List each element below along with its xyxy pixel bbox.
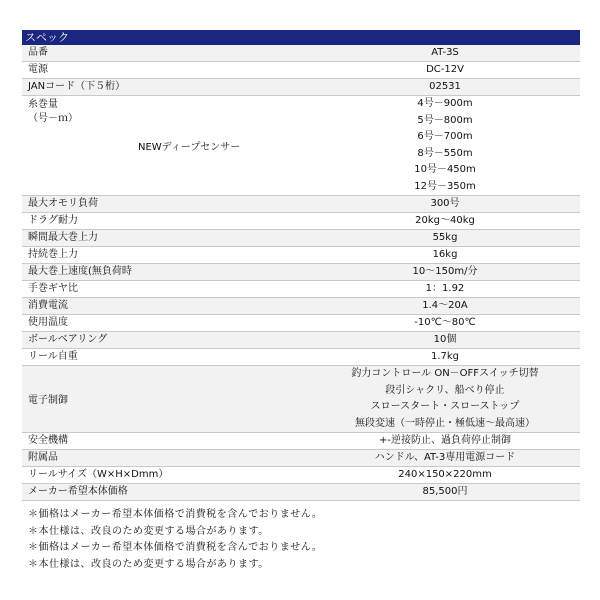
spec-header: スペック bbox=[22, 30, 580, 45]
spec-row bbox=[22, 349, 580, 366]
spec-value: 02531 bbox=[429, 81, 461, 92]
spec-label: 品番 bbox=[28, 47, 48, 58]
spec-label: 手巻ギヤ比 bbox=[28, 283, 78, 294]
spec-row bbox=[22, 298, 580, 315]
spec-row bbox=[22, 332, 580, 349]
electronic-control-group bbox=[22, 366, 580, 433]
spec-label: 消費電流 bbox=[28, 300, 68, 311]
spec-value: 10～150m/分 bbox=[412, 266, 478, 277]
line-capacity-value: 10号－450m bbox=[414, 164, 476, 175]
spec-label: リールサイズ（W×H×Dmm） bbox=[28, 469, 169, 480]
spec-value: -10℃～80℃ bbox=[414, 317, 476, 328]
electronic-control-value: スロースタート・スローストップ bbox=[370, 401, 520, 412]
spec-value: 1.4～20A bbox=[422, 300, 468, 311]
line-capacity-values bbox=[310, 96, 580, 195]
spec-label: 持続巻上力 bbox=[28, 249, 78, 260]
spec-label: 使用温度 bbox=[28, 317, 68, 328]
note-item: ＊本仕様は、改良のため変更する場合があります。 bbox=[28, 525, 269, 537]
line-capacity-value: 5号－800m bbox=[417, 114, 473, 126]
spec-label: 電源 bbox=[28, 64, 48, 75]
line-capacity-group bbox=[22, 96, 580, 196]
spec-value: 300号 bbox=[430, 198, 460, 209]
spec-value: 55kg bbox=[432, 232, 458, 243]
spec-sheet bbox=[22, 30, 580, 573]
spec-row bbox=[22, 450, 580, 467]
spec-label: 安全機構 bbox=[28, 435, 68, 446]
spec-rows-top bbox=[22, 45, 580, 96]
spec-label: メーカー希望本体価格 bbox=[28, 486, 128, 497]
spec-rows-mid bbox=[22, 196, 580, 366]
electronic-control-value: 釣力コントロール ON－OFFスイッチ切替 bbox=[351, 368, 539, 379]
spec-row bbox=[22, 230, 580, 247]
line-capacity-label-2: （号－ｍ） bbox=[28, 113, 78, 124]
spec-value: DC-12V bbox=[426, 64, 464, 75]
note-item: ＊本仕様は、改良のため変更する場合があります。 bbox=[28, 558, 269, 570]
line-capacity-value: 6号－700m bbox=[417, 131, 473, 142]
spec-row bbox=[22, 45, 580, 62]
spec-row bbox=[22, 467, 580, 484]
spec-value: ハンドル、AT-3専用電源コード bbox=[374, 452, 516, 463]
spec-row bbox=[22, 213, 580, 230]
electronic-control-value: 無段変速（一時停止・極低速～最高速） bbox=[355, 417, 535, 429]
note-item: ＊価格はメーカー希望本体価格で消費税を含んでおりません。 bbox=[28, 509, 323, 520]
spec-value: +-逆接防止、過負荷停止制御 bbox=[379, 435, 511, 446]
line-capacity-sublabel: NEWディープセンサー bbox=[138, 142, 241, 153]
spec-row bbox=[22, 281, 580, 298]
electronic-control-value: 段引シャクリ、船べり停止 bbox=[385, 384, 505, 396]
spec-rows-bottom bbox=[22, 433, 580, 501]
line-capacity-value: 4号－900m bbox=[417, 98, 473, 109]
spec-value: 16kg bbox=[432, 249, 458, 260]
note-item: ＊価格はメーカー希望本体価格で消費税を含んでおりません。 bbox=[28, 542, 323, 553]
spec-value: 1.7kg bbox=[430, 351, 460, 362]
spec-value: 240×150×220mm bbox=[398, 469, 492, 480]
spec-label: 瞬間最大巻上力 bbox=[28, 232, 98, 243]
spec-value: 10個 bbox=[433, 334, 457, 345]
electronic-control-label: 電子制御 bbox=[28, 394, 68, 406]
spec-row bbox=[22, 264, 580, 281]
spec-value: 1：1.92 bbox=[425, 283, 465, 294]
line-capacity-label bbox=[22, 96, 122, 195]
spec-label: 最大巻上速度(無負荷時 bbox=[28, 266, 132, 277]
spec-row bbox=[22, 62, 580, 79]
spec-label: JANコード（下５桁） bbox=[28, 81, 126, 92]
spec-row bbox=[22, 247, 580, 264]
spec-value: 85,500円 bbox=[422, 486, 468, 497]
line-capacity-value: 8号－550m bbox=[417, 147, 473, 159]
line-capacity-label-1: 糸巻量 bbox=[28, 99, 58, 110]
spec-row bbox=[22, 433, 580, 450]
spec-row bbox=[22, 315, 580, 332]
spec-value: 20kg～40kg bbox=[415, 215, 475, 226]
spec-value: AT-3S bbox=[431, 47, 459, 58]
line-capacity-value: 12号－350m bbox=[414, 180, 476, 192]
spec-label: ボールベアリング bbox=[28, 334, 108, 345]
spec-label: ドラグ耐力 bbox=[28, 215, 78, 226]
electronic-control-values bbox=[310, 366, 580, 432]
spec-label: 最大オモリ負荷 bbox=[28, 198, 98, 209]
notes bbox=[22, 507, 580, 573]
spec-row bbox=[22, 484, 580, 501]
spec-row bbox=[22, 196, 580, 213]
spec-row bbox=[22, 79, 580, 96]
spec-label: 附属品 bbox=[28, 452, 58, 463]
spec-label: リール自重 bbox=[28, 351, 78, 362]
